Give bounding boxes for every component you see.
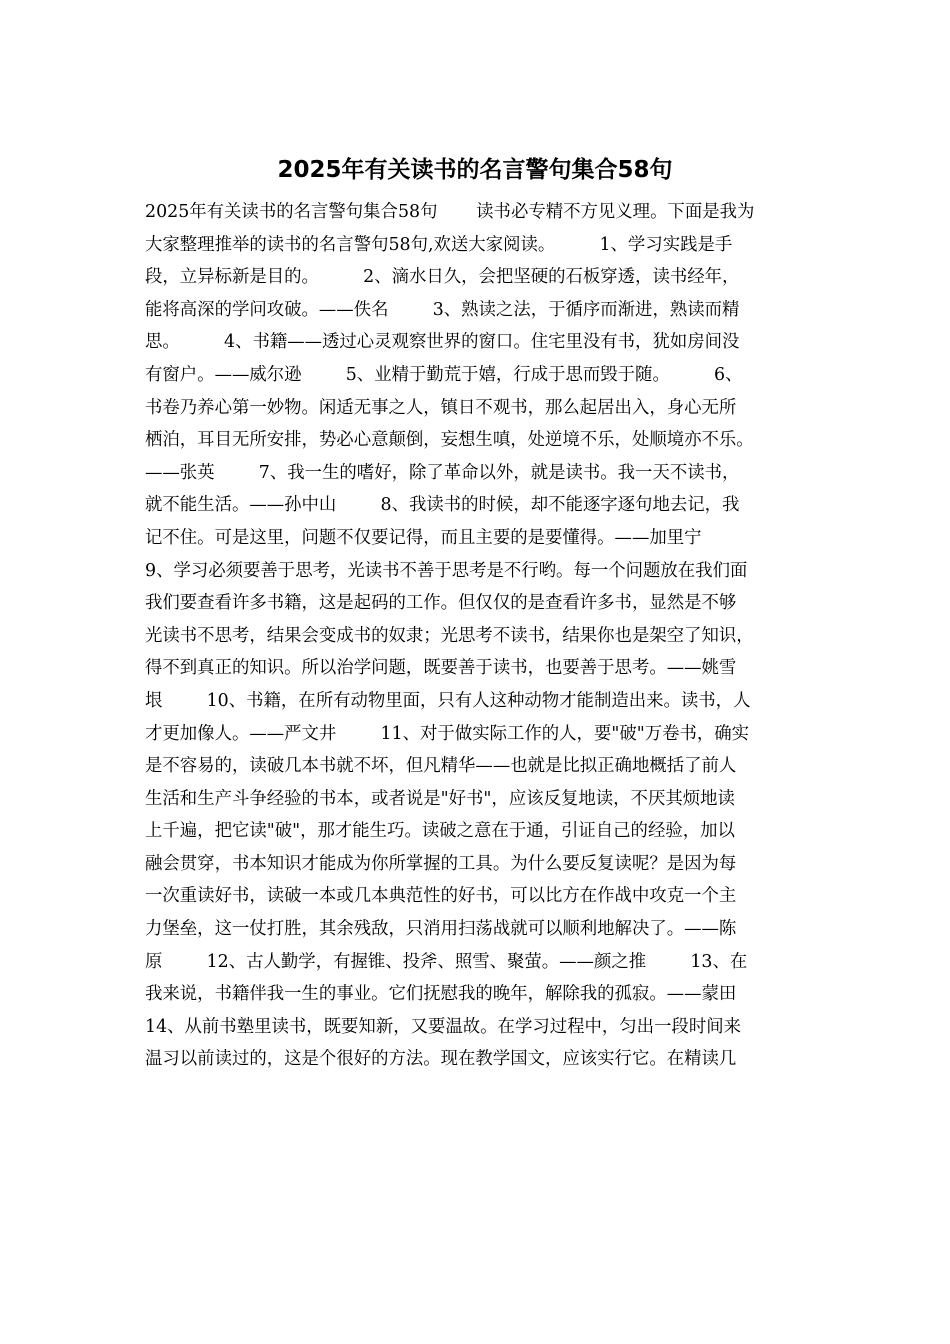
- body-line: 光读书不思考，结果会变成书的奴隶；光思考不读书，结果你也是架空了知识，: [145, 625, 754, 646]
- body-line: 能将高深的学问攻破。——佚名 3、熟读之法，于循序而渐进，熟读而精: [145, 299, 740, 320]
- body-line: 记不住。可是这里，问题不仅要记得，而且主要的是要懂得。——加里宁: [145, 527, 702, 548]
- body-line: 书卷乃养心第一妙物。闲适无事之人，镇日不观书，那么起居出入，身心无所: [145, 397, 737, 418]
- document-body: [145, 196, 825, 1076]
- body-line: 思。 4、书籍——透过心灵观察世界的窗口。住宅里没有书，犹如房间没: [145, 332, 740, 353]
- body-line: 力堡垒，这一仗打胜，其余残敌，只消用扫荡战就可以顺利地解决了。——陈: [145, 919, 737, 940]
- body-line: 就不能生活。——孙中山 8、我读书的时候，却不能逐字逐句地去记，我: [145, 495, 740, 516]
- body-line: 垠 10、书籍，在所有动物里面，只有人这种动物才能制造出来。读书，人: [145, 690, 751, 711]
- body-line: 得不到真正的知识。所以治学问题，既要善于读书，也要善于思考。——姚雪: [145, 658, 737, 679]
- body-line: 大家整理推举的读书的名言警句58句,欢送大家阅读。 1、学习实践是手: [145, 234, 733, 255]
- body-line: 栖泊，耳目无所安排，势必心意颠倒，妄想生嗔，处逆境不乐，处顺境亦不乐。: [145, 430, 754, 451]
- body-line: 才更加像人。——严文井 11、对于做实际工作的人，要"破"万卷书，确实: [145, 723, 750, 744]
- body-line: 生活和生产斗争经验的书本，或者说是"好书"，应该反复地读，不厌其烦地读: [145, 788, 735, 809]
- body-line: 2025年有关读书的名言警句集合58句 读书必专精不方见义理。下面是我为: [145, 202, 755, 222]
- body-line: 有窗户。——威尔逊 5、业精于勤荒于嬉，行成于思而毁于随。 6、: [145, 364, 743, 385]
- body-line: 14、从前书塾里读书，既要知新，又要温故。在学习过程中，匀出一段时间来: [145, 1016, 742, 1037]
- document-title: 2025年有关读书的名言警句集合58句: [277, 157, 673, 183]
- body-line: 我来说，书籍伴我一生的事业。它们抚慰我的晚年，解除我的孤寂。——蒙田: [145, 984, 737, 1005]
- body-line: 是不容易的，读破几本书就不坏，但凡精华——也就是比拟正确地概括了前人: [145, 756, 737, 777]
- body-line: 我们要查看许多书籍，这是起码的工作。但仅仅的是查看许多书，显然是不够: [145, 593, 737, 614]
- body-line: 上千遍，把它读"破"，那才能生巧。读破之意在于通，引证自己的经验，加以: [145, 821, 735, 842]
- body-line: ——张英 7、我一生的嗜好，除了革命以外，就是读书。我一天不读书，: [145, 462, 740, 483]
- body-line: 段，立异标新是目的。 2、滴水日久，会把坚硬的石板穿透，读书经年，: [145, 267, 740, 288]
- body-line: 原 12、古人勤学，有握锥、投斧、照雪、聚萤。——颜之推 13、在: [145, 951, 748, 972]
- body-line: 温习以前读过的，这是个很好的方法。现在教学国文，应该实行它。在精读几: [145, 1049, 737, 1070]
- body-line: 一次重读好书，读破一本或几本典范性的好书，可以比方在作战中攻克一个主: [145, 886, 737, 907]
- body-line: 融会贯穿，书本知识才能成为你所掌握的工具。为什么要反复读呢？是因为每: [145, 853, 737, 874]
- body-line: 9、学习必须要善于思考，光读书不善于思考是不行哟。每一个问题放在我们面: [145, 560, 748, 581]
